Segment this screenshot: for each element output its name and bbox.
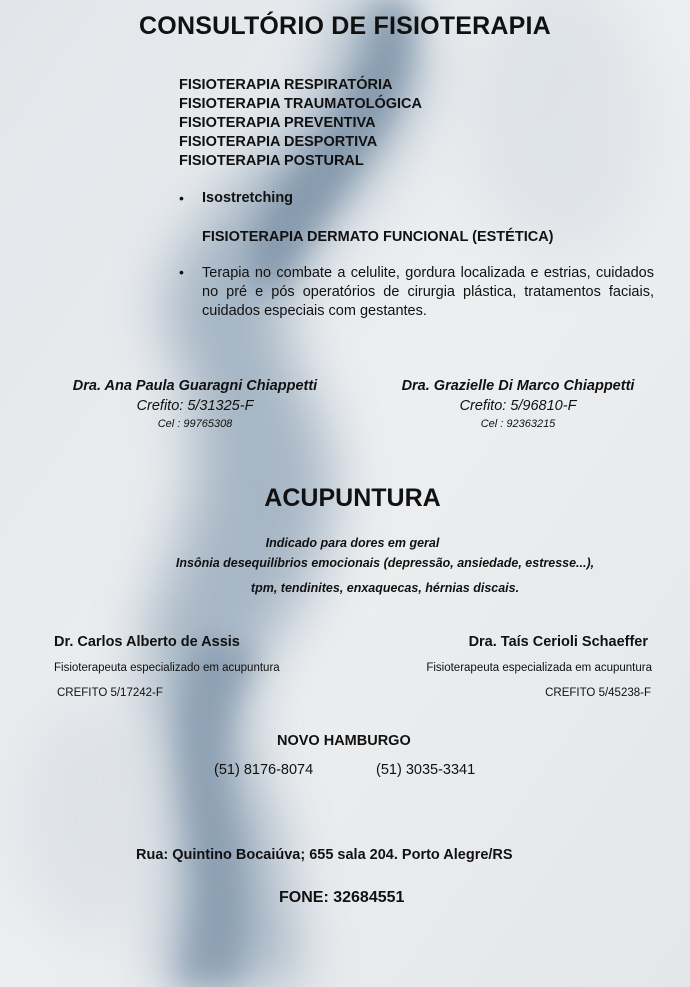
specialty-postural: FISIOTERAPIA POSTURAL	[179, 153, 364, 169]
acupuntura-title: ACUPUNTURA	[264, 484, 441, 512]
indication-line: Indicado para dores em geral	[265, 536, 440, 550]
phone-number: (51) 3035-3341	[376, 762, 476, 778]
phone-number: (51) 8176-8074	[214, 762, 314, 778]
doctor-name: Dra. Grazielle Di Marco Chiappetti	[401, 378, 635, 394]
doctor-crefito: Crefito: 5/31325-F	[136, 398, 254, 414]
therapist-crefito: CREFITO 5/45238-F	[545, 687, 651, 699]
specialty-traumatologic: FISIOTERAPIA TRAUMATOLÓGICA	[179, 96, 423, 112]
address-line: Rua: Quintino Bocaiúva; 655 sala 204. Porto Alegre/RS	[136, 847, 513, 863]
indication-line: tpm, tendinites, enxaquecas, hérnias discais.	[250, 581, 520, 595]
therapist-crefito: CREFITO 5/17242-F	[57, 687, 163, 699]
specialty-sports: FISIOTERAPIA DESPORTIVA	[179, 134, 378, 150]
therapist-role: Fisioterapeuta especializado em acupuntura	[54, 662, 280, 674]
doctor-cel: Cel : 99765308	[157, 418, 233, 430]
indication-line: Insônia desequilíbrios emocionais (depressão, ansiedade, estresse...),	[175, 556, 595, 570]
city-label: NOVO HAMBURGO	[277, 733, 411, 749]
dermato-description: Terapia no combate a celulite, gordura localizada e estrias, cuidados no pré e pós operatórios de cirurgia plástica, tratamentos faciais, cuidados especiais com gestantes.	[202, 265, 654, 319]
dermato-title: FISIOTERAPIA DERMATO FUNCIONAL (ESTÉTICA)	[202, 229, 554, 245]
doctor-crefito: Crefito: 5/96810-F	[459, 398, 577, 414]
isostretching-item: Isostretching	[202, 190, 294, 206]
bullet-icon: •	[179, 264, 184, 280]
page-title: CONSULTÓRIO DE FISIOTERAPIA	[139, 12, 551, 40]
fone-line: FONE: 32684551	[279, 889, 405, 906]
specialty-respiratory: FISIOTERAPIA RESPIRATÓRIA	[179, 77, 393, 93]
specialty-preventive: FISIOTERAPIA PREVENTIVA	[179, 115, 376, 131]
therapist-name: Dr. Carlos Alberto de Assis	[54, 634, 240, 650]
therapist-name: Dra. Taís Cerioli Schaeffer	[468, 634, 648, 650]
therapist-role: Fisioterapeuta especializada em acupuntura	[426, 662, 652, 674]
doctor-name: Dra. Ana Paula Guaragni Chiappetti	[72, 378, 318, 394]
doctor-cel: Cel : 92363215	[480, 418, 556, 430]
bullet-icon: •	[179, 190, 184, 206]
